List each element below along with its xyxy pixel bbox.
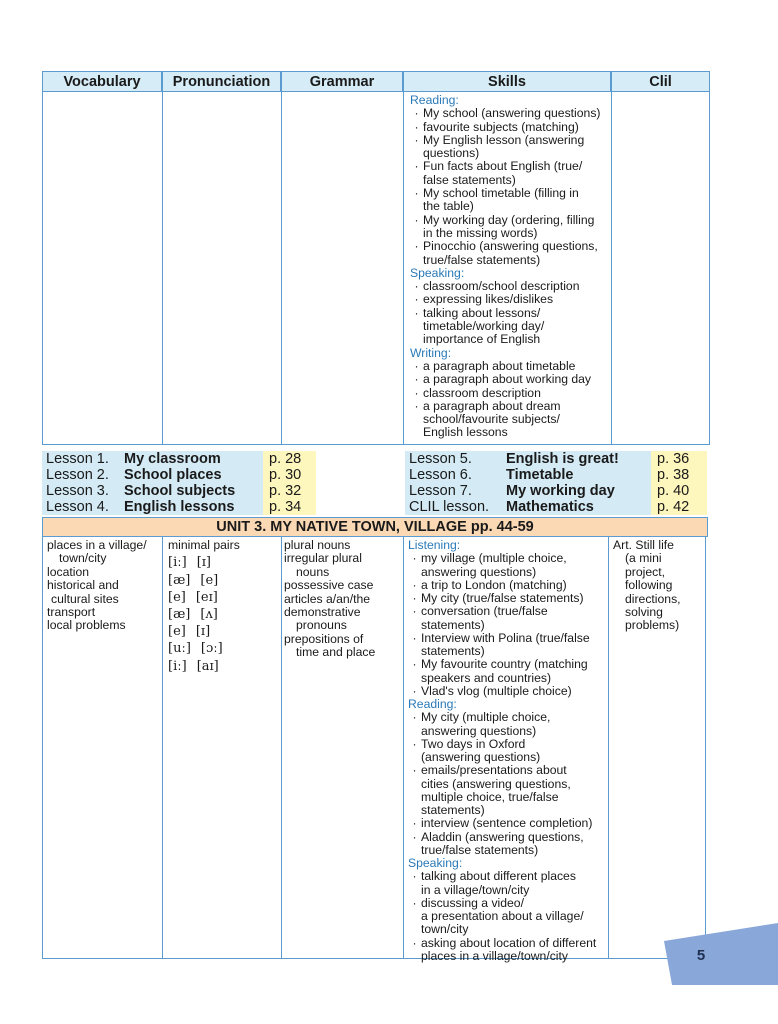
lesson-row — [405, 483, 651, 499]
grammar-line: time and place — [296, 645, 376, 660]
lesson-number: Lesson 3. — [46, 483, 109, 499]
skills-item-line: a presentation about a village/ — [421, 909, 584, 923]
skills-list-item — [408, 552, 608, 579]
skills-list-item — [408, 937, 608, 964]
vocabulary-line: town/city — [59, 551, 107, 566]
table-header — [42, 71, 710, 92]
skills-item-line: My working day (ordering, filling — [423, 212, 595, 227]
lesson-page: p. 36 — [657, 451, 690, 467]
clil-line: problems) — [625, 618, 680, 633]
minimal-pair — [168, 658, 281, 675]
skills-list-item — [408, 817, 608, 830]
lesson-number: Lesson 7. — [409, 483, 472, 499]
lesson-number: Lesson 1. — [46, 451, 109, 467]
skills-item-line: English lessons — [423, 425, 508, 440]
clil-line: following — [625, 578, 673, 593]
minimal-pair — [168, 589, 281, 606]
lesson-row — [405, 499, 651, 515]
skills-item-line: a trip to London (matching) — [421, 577, 567, 592]
skills-list-item — [408, 685, 608, 698]
unit2-clil-cell — [611, 92, 710, 445]
minimal-pair — [168, 554, 281, 571]
phoneme: [æ] — [168, 572, 191, 588]
lessons-left-pages — [263, 451, 316, 515]
skills-item-line: talking about lessons/ — [423, 305, 541, 320]
unit2-pronunciation-cell — [162, 92, 282, 445]
lesson-title: English is great! — [506, 451, 619, 467]
vocabulary-line: transport — [47, 605, 96, 620]
skills-item-line: Fun facts about English (true/ — [423, 159, 583, 174]
grammar-line: irregular plural — [284, 551, 362, 566]
skills-item-line: true/false statements) — [421, 842, 539, 857]
skills-list-item — [410, 373, 611, 386]
skills-section-heading: Speaking: — [410, 265, 465, 280]
skills-item-line: places in a village/town/city — [421, 948, 568, 963]
skills-item-line: statements) — [421, 617, 485, 632]
unit3-vocabulary-cell — [42, 537, 163, 959]
lesson-number: CLIL lesson. — [409, 499, 490, 515]
skills-item-line: school/favourite subjects/ — [423, 412, 560, 427]
skills-item-line: answering questions) — [421, 723, 537, 738]
phoneme: [ɪ] — [196, 555, 211, 571]
lesson-number: Lesson 5. — [409, 451, 472, 467]
lesson-page: p. 40 — [657, 483, 690, 499]
unit3-clil-cell — [608, 537, 706, 959]
skills-list-item — [410, 400, 611, 440]
lesson-page: p. 34 — [269, 499, 302, 515]
clil-line: solving — [625, 605, 663, 620]
skills-section-heading: Reading: — [408, 697, 457, 711]
lesson-number: Lesson 4. — [46, 499, 109, 515]
minimal-pair — [168, 623, 281, 640]
skills-section-heading: Speaking: — [408, 856, 463, 870]
skills-item-line: in a village/town/city — [421, 882, 530, 897]
skills-list-item — [408, 711, 608, 738]
header-clil: Clil — [611, 71, 710, 92]
unit2-vocabulary-cell — [42, 92, 163, 445]
skills-list-item — [408, 605, 608, 632]
clil-line: directions, — [625, 591, 681, 606]
lessons-right-pages — [651, 451, 707, 515]
skills-item-line: a paragraph about dream — [423, 398, 561, 413]
lesson-title: School places — [124, 467, 222, 483]
lesson-page: p. 30 — [269, 467, 302, 483]
skills-list-item — [410, 160, 611, 187]
lesson-row — [42, 499, 263, 515]
phoneme: [ʌ] — [200, 607, 218, 623]
clil-line: project, — [625, 564, 665, 579]
skills-item-line: discussing a video/ — [421, 895, 524, 910]
skills-item-line: false statements) — [423, 172, 516, 187]
skills-list-item — [408, 764, 608, 817]
lesson-title: Timetable — [506, 467, 574, 483]
lesson-title: School subjects — [124, 483, 236, 499]
phoneme: [e] — [168, 589, 186, 605]
skills-item-line: Vlad's vlog (multiple choice) — [421, 683, 572, 698]
lesson-page: p. 32 — [269, 483, 302, 499]
skills-item-line: my village (multiple choice, — [421, 551, 567, 566]
skills-item-line: (answering questions) — [421, 750, 541, 764]
skills-item-line: emails/presentations about — [421, 763, 567, 778]
page-number: 5 — [696, 947, 706, 964]
skills-item-line: My city (true/false statements) — [421, 591, 584, 605]
skills-item-line: classroom/school description — [423, 279, 580, 294]
grammar-line: pronouns — [296, 618, 347, 633]
lessons-right-band — [405, 451, 651, 515]
vocabulary-line: places in a village/ — [47, 538, 147, 552]
phoneme: [eɪ] — [195, 589, 218, 605]
lesson-page: p. 38 — [657, 467, 690, 483]
skills-item-line: Aladdin (answering questions, — [421, 829, 584, 844]
skills-list-item — [408, 658, 608, 685]
skills-item-line: expressing likes/dislikes — [423, 292, 554, 307]
skills-item-line: talking about different places — [421, 869, 576, 884]
grammar-line: articles a/an/the — [284, 591, 371, 606]
skills-item-line: in the missing words) — [423, 225, 538, 240]
lesson-row — [42, 451, 263, 467]
skills-list-item — [410, 293, 611, 306]
skills-item-line: classroom description — [423, 385, 541, 400]
unit3-title: UNIT 3. MY NATIVE TOWN, VILLAGE pp. 44-59 — [42, 517, 708, 537]
skills-list-item — [410, 280, 611, 293]
skills-list-item — [408, 897, 608, 937]
clil-line: Art. Still life — [613, 538, 674, 552]
phoneme: [e] — [168, 624, 186, 640]
header-grammar: Grammar — [281, 71, 403, 92]
phoneme: [iː] — [168, 658, 187, 674]
skills-item-line: statements) — [421, 803, 485, 817]
lesson-row — [42, 483, 263, 499]
lesson-number: Lesson 2. — [46, 467, 109, 483]
skills-item-line: importance of English — [423, 332, 541, 347]
vocabulary-line: cultural sites — [51, 591, 119, 606]
skills-item-line: My school (answering questions) — [423, 106, 601, 121]
skills-list-item — [408, 579, 608, 592]
skills-item-line: interview (sentence completion) — [421, 816, 593, 831]
skills-item-line: town/city — [421, 922, 469, 937]
pronunciation-title: minimal pairs — [168, 538, 240, 552]
header-pronunciation: Pronunciation — [162, 71, 281, 92]
skills-list-item — [408, 632, 608, 659]
vocabulary-line: historical and — [47, 578, 119, 593]
lesson-page: p. 28 — [269, 451, 302, 467]
unit2-grammar-cell — [281, 92, 404, 445]
grammar-line: plural nouns — [284, 538, 351, 552]
skills-item-line: Interview with Polina (true/false — [421, 630, 590, 645]
unit3-grammar-cell — [281, 537, 404, 959]
skills-item-line: statements) — [421, 644, 485, 658]
clil-line: (a mini — [625, 551, 662, 566]
minimal-pair — [168, 572, 281, 589]
lesson-title: Mathematics — [506, 499, 594, 515]
skills-section-heading: Writing: — [410, 345, 452, 360]
lesson-title: My working day — [506, 483, 615, 499]
minimal-pair — [168, 640, 281, 657]
skills-item-line: timetable/working day/ — [423, 319, 545, 334]
header-vocabulary: Vocabulary — [42, 71, 162, 92]
skills-list-item — [410, 214, 611, 241]
skills-list-item — [410, 387, 611, 400]
unit3-skills-cell — [403, 537, 609, 963]
grammar-line: demonstrative — [284, 605, 361, 620]
skills-item-line: questions) — [423, 146, 480, 161]
skills-item-line: a paragraph about timetable — [423, 358, 576, 373]
phoneme: [aɪ] — [196, 658, 219, 674]
lesson-row — [42, 467, 263, 483]
phoneme: [ɪ] — [195, 624, 211, 640]
skills-list-item — [408, 738, 608, 765]
vocabulary-line: local problems — [47, 618, 126, 633]
skills-item-line: answering questions) — [421, 564, 537, 579]
skills-item-line: My English lesson (answering — [423, 132, 585, 147]
phoneme: [uː] — [168, 641, 191, 657]
lesson-title: English lessons — [124, 499, 235, 515]
skills-item-line: My favourite country (matching — [421, 657, 588, 672]
lesson-row — [405, 467, 651, 483]
skills-item-line: speakers and countries) — [421, 670, 552, 685]
skills-item-line: conversation (true/false — [421, 604, 548, 619]
skills-item-line: cities (answering questions, — [421, 776, 571, 791]
unit2-skills-cell — [403, 92, 612, 445]
header-skills: Skills — [403, 71, 611, 92]
grammar-line: possessive case — [284, 578, 374, 593]
skills-list-item — [410, 360, 611, 373]
skills-item-line: true/false statements) — [423, 252, 541, 267]
skills-item-line: asking about location of different — [421, 935, 597, 950]
phoneme: [iː] — [168, 555, 187, 571]
skills-list-item — [410, 240, 611, 267]
skills-section-heading: Listening: — [408, 538, 461, 552]
skills-list-item — [408, 870, 608, 897]
skills-list-item — [410, 107, 611, 120]
skills-item-line: My school timetable (filling in — [423, 186, 579, 201]
phoneme: [e] — [200, 572, 219, 588]
skills-item-line: Pinocchio (answering questions, — [423, 239, 598, 254]
skills-item-line: My city (multiple choice, — [421, 710, 551, 725]
skills-list-item — [410, 134, 611, 161]
lessons-left-band — [42, 451, 263, 515]
phoneme: [æ] — [168, 607, 191, 623]
skills-section-heading: Reading: — [410, 93, 459, 107]
skills-item-line: Two days in Oxford — [421, 736, 526, 751]
skills-list-item — [410, 307, 611, 347]
skills-item-line: multiple choice, true/false — [421, 789, 559, 804]
skills-item-line: the table) — [423, 199, 474, 214]
lesson-page: p. 42 — [657, 499, 690, 515]
grammar-line: nouns — [296, 564, 330, 579]
skills-item-line: favourite subjects (matching) — [423, 119, 579, 134]
skills-list-item — [410, 187, 611, 214]
skills-list-item — [408, 592, 608, 605]
vocabulary-line: location — [47, 564, 90, 579]
skills-list-item — [410, 121, 611, 134]
lesson-title: My classroom — [124, 451, 221, 467]
lesson-number: Lesson 6. — [409, 467, 472, 483]
minimal-pair — [168, 606, 281, 623]
page-tab-shape — [664, 923, 778, 985]
lesson-row — [405, 451, 651, 467]
phoneme: [ɔː] — [200, 641, 223, 657]
skills-list-item — [408, 831, 608, 858]
skills-item-line: a paragraph about working day — [423, 372, 592, 387]
unit3-pronunciation-cell — [162, 537, 282, 959]
grammar-line: prepositions of — [284, 631, 364, 646]
